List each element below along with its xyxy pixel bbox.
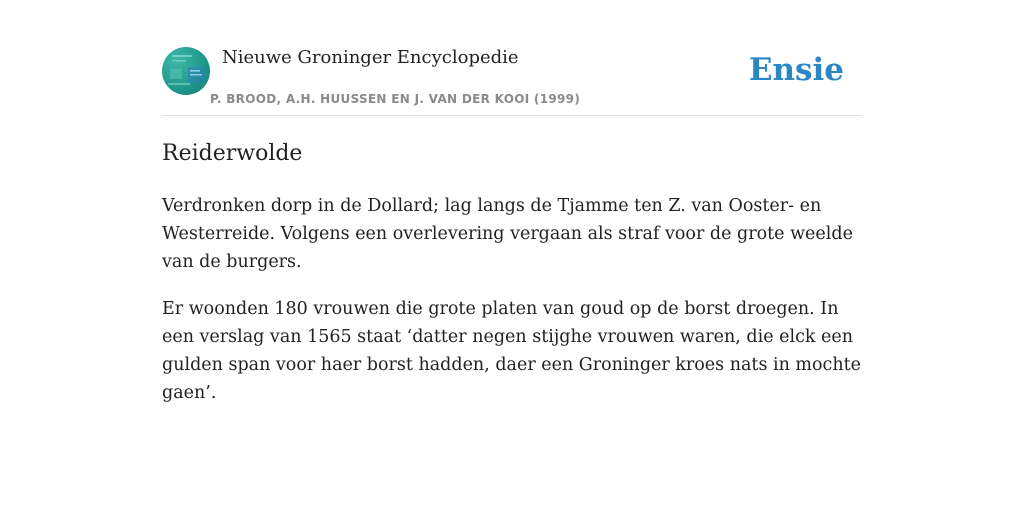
ensie-logo-link[interactable]: Ensie: [748, 52, 844, 88]
book-cover-icon[interactable]: [162, 47, 210, 95]
book-title[interactable]: Nieuwe Groninger Encyclopedie: [222, 47, 519, 68]
book-authors: P. BROOD, A.H. HUUSSEN EN J. VAN DER KOOI (1999): [210, 92, 581, 106]
book-header: [162, 40, 862, 116]
article-paragraph-2: Er woonden 180 vrouwen die grote platen van goud op de borst droegen. In een verslag van 1565 staat ‘datter negen stijghe vrouwen waren, die elck een gulden span voor haer borst hadden, daer een Groninger kroes nats in mochte gaen’.: [162, 299, 862, 403]
book-cover-art: [162, 47, 210, 95]
article-paragraph-1: Verdronken dorp in de Dollard; lag langs de Tjamme ten Z. van Ooster- en Westerreide. Volgens een overlevering vergaan als straf voor de grote weelde van de burgers.: [162, 196, 853, 272]
article-body: [162, 192, 862, 426]
page: [162, 0, 862, 512]
article-title: Reiderwolde: [162, 141, 303, 166]
